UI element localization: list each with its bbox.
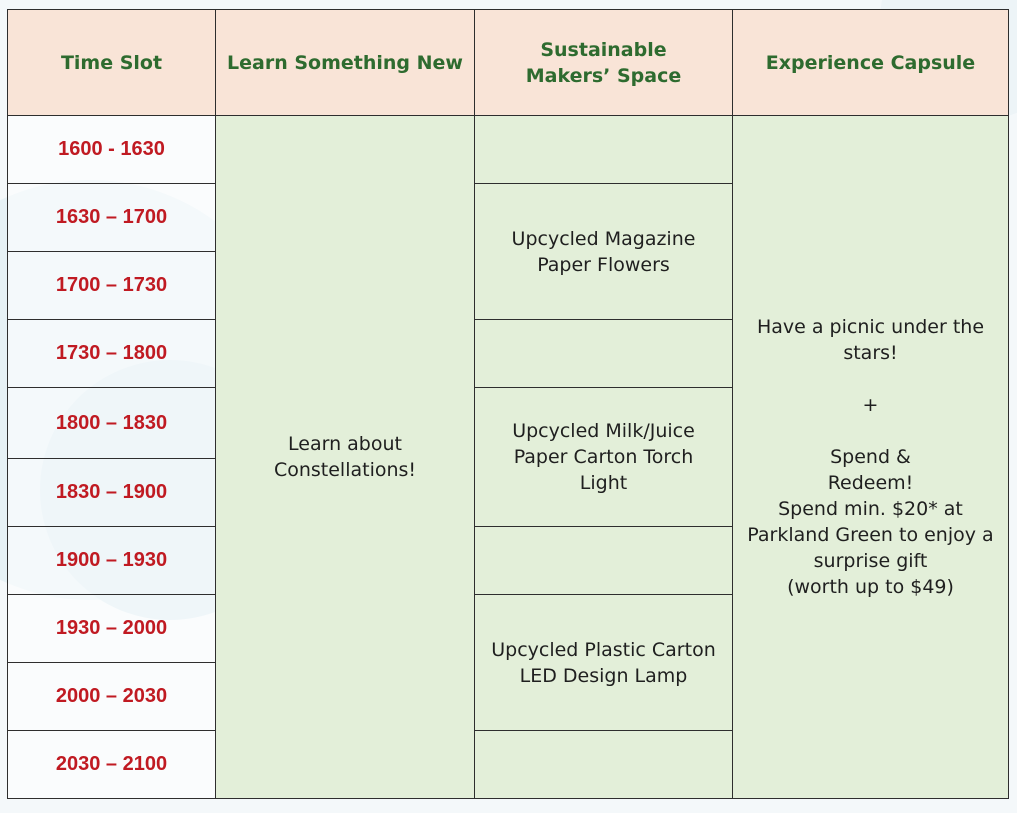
learn-activity-line: Learn about — [288, 433, 402, 455]
learn-activity-line: Constellations! — [273, 459, 417, 481]
header-makers-line: Sustainable — [540, 38, 667, 61]
time-slot-cell: 1830 – 1900 — [8, 459, 216, 527]
makers-empty-cell — [475, 320, 733, 388]
capsule-plus: + — [862, 394, 879, 416]
time-slot-cell: 1700 – 1730 — [8, 252, 216, 320]
experience-capsule-cell — [733, 116, 1009, 799]
schedule-table — [7, 9, 1009, 799]
capsule-line: Parkland Green to enjoy a — [747, 524, 994, 546]
time-slot-cell: 1800 – 1830 — [8, 388, 216, 459]
capsule-line: Have a picnic under the — [756, 316, 985, 338]
capsule-line: Spend min. $20* at — [778, 498, 963, 520]
makers-activity-cell-lamp — [475, 595, 733, 731]
makers-empty-cell — [475, 527, 733, 595]
makers-activity-line: Paper Carton Torch — [513, 446, 694, 468]
header-makers-line: Makers’ Space — [525, 64, 682, 87]
time-slot-cell: 2030 – 2100 — [8, 731, 216, 799]
table-row — [8, 116, 1009, 184]
makers-activity-line: Upcycled Plastic Carton — [491, 638, 716, 661]
makers-activity-line: LED Design Lamp — [519, 664, 688, 687]
time-slot-cell: 1630 – 1700 — [8, 184, 216, 252]
spacer — [733, 366, 1008, 392]
header-sustainable-makers-space — [475, 10, 733, 116]
header-time-slot: Time Slot — [8, 10, 216, 116]
time-slot-cell: 1600 - 1630 — [8, 116, 216, 184]
makers-activity-cell-flowers — [475, 184, 733, 320]
header-row — [8, 10, 1009, 116]
learn-activity-cell — [216, 116, 475, 799]
makers-activity-cell-torch — [475, 388, 733, 527]
capsule-line: stars! — [843, 342, 898, 364]
time-slot-cell: 1930 – 2000 — [8, 595, 216, 663]
makers-activity-line: Light — [579, 472, 628, 494]
makers-activity-line: Paper Flowers — [537, 253, 670, 276]
time-slot-cell: 2000 – 2030 — [8, 663, 216, 731]
makers-empty-cell — [475, 116, 733, 184]
capsule-line: Redeem! — [827, 472, 914, 494]
capsule-line: Spend & — [830, 446, 911, 468]
spacer — [733, 418, 1008, 444]
time-slot-cell: 1900 – 1930 — [8, 527, 216, 595]
header-experience-capsule: Experience Capsule — [733, 10, 1009, 116]
makers-activity-line: Upcycled Milk/Juice — [512, 420, 695, 442]
header-learn-something-new: Learn Something New — [216, 10, 475, 116]
time-slot-cell: 1730 – 1800 — [8, 320, 216, 388]
capsule-line: (worth up to $49) — [787, 576, 954, 598]
makers-empty-cell — [475, 731, 733, 799]
capsule-line: surprise gift — [813, 550, 928, 572]
makers-activity-line: Upcycled Magazine — [511, 227, 696, 250]
